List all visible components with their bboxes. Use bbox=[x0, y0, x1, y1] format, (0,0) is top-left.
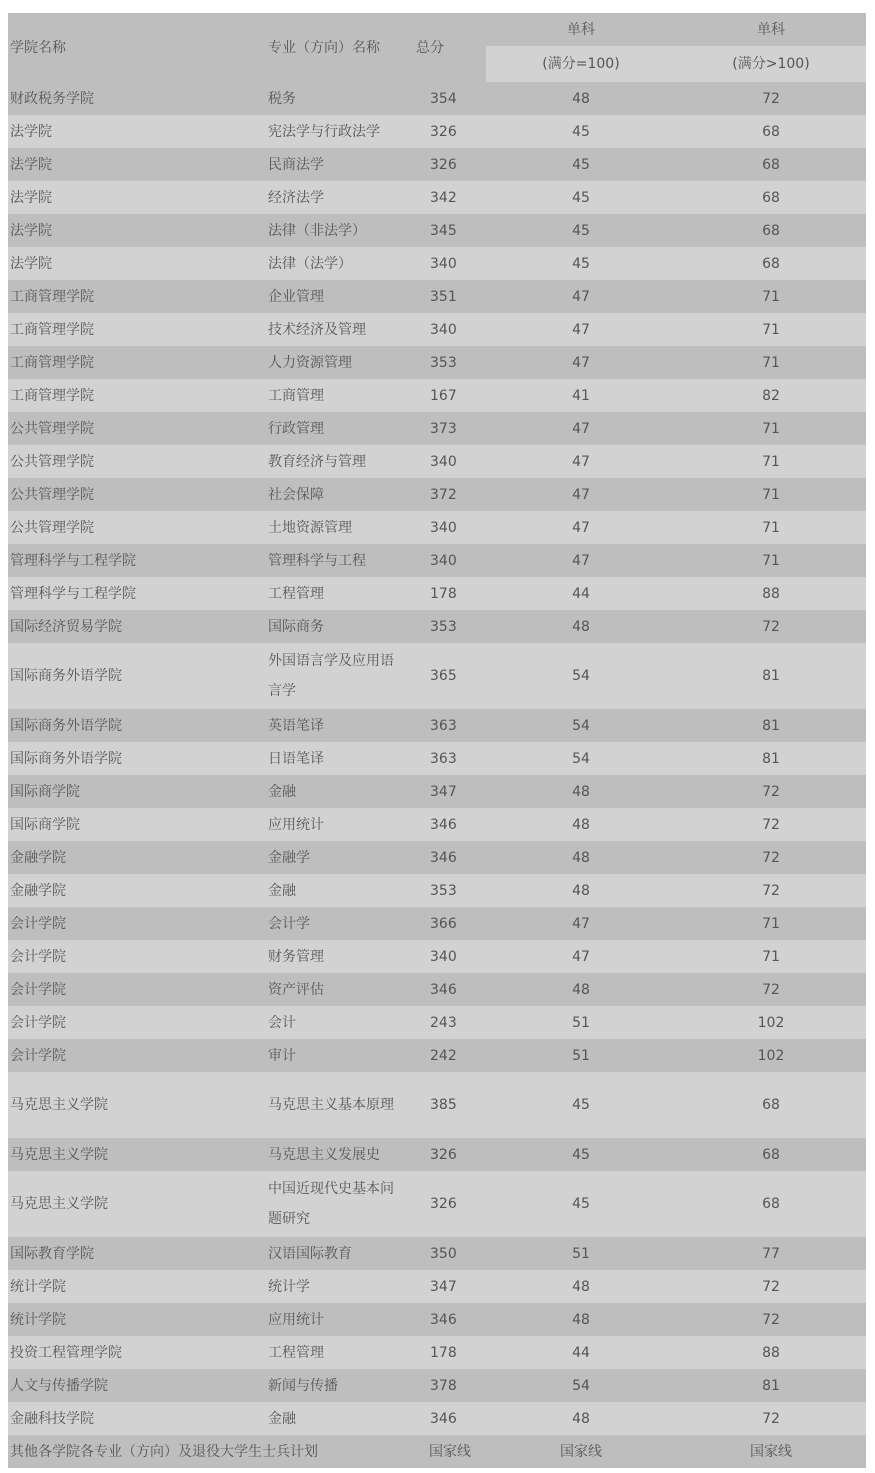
cell-total: 363 bbox=[414, 742, 486, 775]
table-row bbox=[8, 577, 866, 610]
cell-college: 公共管理学院 bbox=[8, 445, 266, 478]
cell-major: 金融 bbox=[266, 874, 414, 907]
cell-college: 统计学院 bbox=[8, 1303, 266, 1336]
cell-total: 347 bbox=[414, 1270, 486, 1303]
cell-single2: 68 bbox=[676, 214, 866, 247]
cell-single2: 72 bbox=[676, 82, 866, 115]
cell-college: 马克思主义学院 bbox=[8, 1072, 266, 1138]
cell-single1: 47 bbox=[486, 346, 676, 379]
cell-college: 会计学院 bbox=[8, 973, 266, 1006]
cell-single2: 102 bbox=[676, 1006, 866, 1039]
cell-major bbox=[266, 643, 414, 709]
cell-total: 363 bbox=[414, 709, 486, 742]
cell-single1: 51 bbox=[486, 1039, 676, 1072]
cell-major: 民商法学 bbox=[266, 148, 414, 181]
cell-major: 经济法学 bbox=[266, 181, 414, 214]
cell-college: 金融学院 bbox=[8, 841, 266, 874]
cell-total: 354 bbox=[414, 82, 486, 115]
cell-total: 326 bbox=[414, 115, 486, 148]
cell-college: 公共管理学院 bbox=[8, 412, 266, 445]
table-body bbox=[8, 82, 866, 1435]
cell-college: 国际商学院 bbox=[8, 775, 266, 808]
footer-label: 其他各学院各专业（方向）及退役大学生士兵计划 bbox=[8, 1435, 414, 1468]
cell-single2: 102 bbox=[676, 1039, 866, 1072]
cell-total: 346 bbox=[414, 808, 486, 841]
cell-single1: 48 bbox=[486, 808, 676, 841]
cell-single2: 81 bbox=[676, 643, 866, 709]
cell-total: 353 bbox=[414, 874, 486, 907]
cell-single1: 51 bbox=[486, 1237, 676, 1270]
cell-major: 统计学 bbox=[266, 1270, 414, 1303]
table-row bbox=[8, 1072, 866, 1138]
cell-total: 178 bbox=[414, 1336, 486, 1369]
cell-single2: 72 bbox=[676, 808, 866, 841]
cell-single1: 47 bbox=[486, 544, 676, 577]
cell-college: 国际商学院 bbox=[8, 808, 266, 841]
cell-total: 243 bbox=[414, 1006, 486, 1039]
cell-single2: 77 bbox=[676, 1237, 866, 1270]
table-row bbox=[8, 445, 866, 478]
cell-major: 新闻与传播 bbox=[266, 1369, 414, 1402]
cell-single2: 81 bbox=[676, 709, 866, 742]
cell-single1: 45 bbox=[486, 1138, 676, 1171]
cell-major-text: 外国语言学及应用语言学 bbox=[268, 653, 394, 699]
table-row bbox=[8, 181, 866, 214]
cell-total: 347 bbox=[414, 775, 486, 808]
cell-college: 工商管理学院 bbox=[8, 346, 266, 379]
header-single2: 单科 bbox=[676, 13, 866, 46]
cell-major: 法律（非法学） bbox=[266, 214, 414, 247]
cell-total: 340 bbox=[414, 511, 486, 544]
footer-single1: 国家线 bbox=[486, 1435, 676, 1468]
cell-major: 法律（法学） bbox=[266, 247, 414, 280]
cell-single1: 45 bbox=[486, 1072, 676, 1138]
cell-major: 日语笔译 bbox=[266, 742, 414, 775]
cell-single1: 48 bbox=[486, 82, 676, 115]
cell-total: 326 bbox=[414, 1171, 486, 1237]
table-row bbox=[8, 610, 866, 643]
table-row bbox=[8, 1270, 866, 1303]
cell-single2: 72 bbox=[676, 874, 866, 907]
table-row bbox=[8, 412, 866, 445]
cell-single1: 47 bbox=[486, 280, 676, 313]
cell-single2: 82 bbox=[676, 379, 866, 412]
cell-college: 金融学院 bbox=[8, 874, 266, 907]
cell-college: 会计学院 bbox=[8, 1039, 266, 1072]
cell-total: 385 bbox=[414, 1072, 486, 1138]
cell-college: 投资工程管理学院 bbox=[8, 1336, 266, 1369]
cell-total: 342 bbox=[414, 181, 486, 214]
table-row bbox=[8, 874, 866, 907]
cell-total: 346 bbox=[414, 973, 486, 1006]
cell-total: 373 bbox=[414, 412, 486, 445]
table-row bbox=[8, 808, 866, 841]
table-row bbox=[8, 478, 866, 511]
cell-college: 管理科学与工程学院 bbox=[8, 577, 266, 610]
cell-single2: 71 bbox=[676, 511, 866, 544]
cell-major: 工程管理 bbox=[266, 1336, 414, 1369]
cell-single2: 81 bbox=[676, 1369, 866, 1402]
cell-major: 审计 bbox=[266, 1039, 414, 1072]
cell-single1: 48 bbox=[486, 1270, 676, 1303]
cell-single2: 72 bbox=[676, 1402, 866, 1435]
cell-college: 会计学院 bbox=[8, 907, 266, 940]
table-row bbox=[8, 1237, 866, 1270]
cell-total: 340 bbox=[414, 544, 486, 577]
cell-major bbox=[266, 1072, 414, 1138]
cell-single1: 45 bbox=[486, 1171, 676, 1237]
cell-total: 365 bbox=[414, 643, 486, 709]
cell-college: 工商管理学院 bbox=[8, 379, 266, 412]
cell-college: 法学院 bbox=[8, 247, 266, 280]
cell-college: 法学院 bbox=[8, 115, 266, 148]
cell-total: 340 bbox=[414, 313, 486, 346]
header-major: 专业（方向）名称 bbox=[266, 13, 414, 82]
cell-single1: 48 bbox=[486, 874, 676, 907]
cell-college: 马克思主义学院 bbox=[8, 1138, 266, 1171]
cell-single2: 68 bbox=[676, 1072, 866, 1138]
cell-single1: 47 bbox=[486, 940, 676, 973]
cell-total: 346 bbox=[414, 1303, 486, 1336]
table-row bbox=[8, 280, 866, 313]
cell-single1: 48 bbox=[486, 1402, 676, 1435]
cell-single1: 45 bbox=[486, 115, 676, 148]
cell-total: 326 bbox=[414, 1138, 486, 1171]
cell-total: 350 bbox=[414, 1237, 486, 1270]
cell-single2: 71 bbox=[676, 445, 866, 478]
cell-single1: 45 bbox=[486, 247, 676, 280]
cell-single1: 47 bbox=[486, 313, 676, 346]
cell-total: 353 bbox=[414, 610, 486, 643]
cell-total: 351 bbox=[414, 280, 486, 313]
table-row bbox=[8, 1039, 866, 1072]
cell-major-text: 马克思主义基本原理 bbox=[268, 1097, 394, 1113]
table-row bbox=[8, 1171, 866, 1237]
table-row bbox=[8, 82, 866, 115]
cell-single2: 72 bbox=[676, 1303, 866, 1336]
cell-single1: 47 bbox=[486, 511, 676, 544]
cell-college: 法学院 bbox=[8, 214, 266, 247]
cell-college: 统计学院 bbox=[8, 1270, 266, 1303]
cell-college: 公共管理学院 bbox=[8, 478, 266, 511]
table-row bbox=[8, 115, 866, 148]
cell-college: 法学院 bbox=[8, 181, 266, 214]
cell-major bbox=[266, 1171, 414, 1237]
cell-college: 工商管理学院 bbox=[8, 313, 266, 346]
cell-single2: 88 bbox=[676, 577, 866, 610]
table-row bbox=[8, 1006, 866, 1039]
cell-major: 会计 bbox=[266, 1006, 414, 1039]
header-single2-sub: (满分>100) bbox=[676, 46, 866, 82]
table-row bbox=[8, 1369, 866, 1402]
cell-single1: 44 bbox=[486, 1336, 676, 1369]
header-single1: 单科 bbox=[486, 13, 676, 46]
cell-major: 马克思主义发展史 bbox=[266, 1138, 414, 1171]
table-row bbox=[8, 1336, 866, 1369]
table-row bbox=[8, 214, 866, 247]
table-row bbox=[8, 1402, 866, 1435]
cell-college: 公共管理学院 bbox=[8, 511, 266, 544]
cell-major: 金融学 bbox=[266, 841, 414, 874]
cell-major: 管理科学与工程 bbox=[266, 544, 414, 577]
table-row bbox=[8, 511, 866, 544]
cell-single2: 81 bbox=[676, 742, 866, 775]
table-row bbox=[8, 1138, 866, 1171]
table-row bbox=[8, 709, 866, 742]
footer-single2: 国家线 bbox=[676, 1435, 866, 1468]
cell-major: 汉语国际教育 bbox=[266, 1237, 414, 1270]
cell-single1: 45 bbox=[486, 148, 676, 181]
cell-single1: 48 bbox=[486, 775, 676, 808]
cell-single1: 45 bbox=[486, 214, 676, 247]
cell-single1: 51 bbox=[486, 1006, 676, 1039]
header-total: 总分 bbox=[414, 13, 486, 82]
cell-major-text: 中国近现代史基本问题研究 bbox=[268, 1181, 394, 1227]
table-row bbox=[8, 940, 866, 973]
cell-total: 340 bbox=[414, 247, 486, 280]
cell-single2: 72 bbox=[676, 973, 866, 1006]
cell-college: 工商管理学院 bbox=[8, 280, 266, 313]
table-row bbox=[8, 148, 866, 181]
cell-total: 378 bbox=[414, 1369, 486, 1402]
cell-major: 国际商务 bbox=[266, 610, 414, 643]
cell-college: 国际商务外语学院 bbox=[8, 709, 266, 742]
cell-total: 242 bbox=[414, 1039, 486, 1072]
cell-single2: 88 bbox=[676, 1336, 866, 1369]
table-row bbox=[8, 1303, 866, 1336]
cell-single1: 47 bbox=[486, 478, 676, 511]
cell-major: 资产评估 bbox=[266, 973, 414, 1006]
table-row bbox=[8, 841, 866, 874]
cell-college: 会计学院 bbox=[8, 940, 266, 973]
cell-single2: 68 bbox=[676, 1171, 866, 1237]
cell-single1: 54 bbox=[486, 742, 676, 775]
cell-college: 管理科学与工程学院 bbox=[8, 544, 266, 577]
cell-major: 金融 bbox=[266, 775, 414, 808]
cell-college: 马克思主义学院 bbox=[8, 1171, 266, 1237]
cell-single1: 54 bbox=[486, 1369, 676, 1402]
cell-single1: 48 bbox=[486, 610, 676, 643]
cell-major: 税务 bbox=[266, 82, 414, 115]
cell-single1: 47 bbox=[486, 412, 676, 445]
cell-single2: 68 bbox=[676, 148, 866, 181]
cell-major: 宪法学与行政法学 bbox=[266, 115, 414, 148]
cell-total: 326 bbox=[414, 148, 486, 181]
cell-single2: 68 bbox=[676, 115, 866, 148]
cell-major: 应用统计 bbox=[266, 1303, 414, 1336]
cell-single1: 47 bbox=[486, 445, 676, 478]
cell-single2: 71 bbox=[676, 544, 866, 577]
header-single1-sub: (满分=100) bbox=[486, 46, 676, 82]
cell-single2: 68 bbox=[676, 181, 866, 214]
cell-major: 工商管理 bbox=[266, 379, 414, 412]
footer-total: 国家线 bbox=[414, 1435, 486, 1468]
cell-single2: 71 bbox=[676, 907, 866, 940]
cell-major: 财务管理 bbox=[266, 940, 414, 973]
cell-college: 国际经济贸易学院 bbox=[8, 610, 266, 643]
cell-single1: 54 bbox=[486, 643, 676, 709]
cell-single2: 71 bbox=[676, 346, 866, 379]
cell-single2: 71 bbox=[676, 478, 866, 511]
cell-college: 国际教育学院 bbox=[8, 1237, 266, 1270]
cell-major: 技术经济及管理 bbox=[266, 313, 414, 346]
cell-total: 366 bbox=[414, 907, 486, 940]
cell-single1: 41 bbox=[486, 379, 676, 412]
cell-single2: 72 bbox=[676, 775, 866, 808]
cell-major: 教育经济与管理 bbox=[266, 445, 414, 478]
cell-single1: 48 bbox=[486, 1303, 676, 1336]
cell-single2: 72 bbox=[676, 1270, 866, 1303]
cell-major: 工程管理 bbox=[266, 577, 414, 610]
cell-major: 企业管理 bbox=[266, 280, 414, 313]
score-table bbox=[8, 13, 866, 1468]
cell-total: 178 bbox=[414, 577, 486, 610]
cell-college: 法学院 bbox=[8, 148, 266, 181]
cell-single2: 71 bbox=[676, 280, 866, 313]
cell-total: 340 bbox=[414, 940, 486, 973]
cell-college: 人文与传播学院 bbox=[8, 1369, 266, 1402]
footer-row bbox=[8, 1435, 866, 1468]
cell-total: 345 bbox=[414, 214, 486, 247]
cell-single2: 71 bbox=[676, 412, 866, 445]
table-row bbox=[8, 247, 866, 280]
cell-total: 340 bbox=[414, 445, 486, 478]
table-row bbox=[8, 313, 866, 346]
table-row bbox=[8, 544, 866, 577]
cell-total: 353 bbox=[414, 346, 486, 379]
cell-total: 346 bbox=[414, 1402, 486, 1435]
cell-college: 国际商务外语学院 bbox=[8, 742, 266, 775]
table-row bbox=[8, 907, 866, 940]
cell-total: 372 bbox=[414, 478, 486, 511]
cell-college: 金融科技学院 bbox=[8, 1402, 266, 1435]
cell-single1: 48 bbox=[486, 973, 676, 1006]
cell-single1: 45 bbox=[486, 181, 676, 214]
cell-single1: 44 bbox=[486, 577, 676, 610]
cell-major: 行政管理 bbox=[266, 412, 414, 445]
cell-major: 土地资源管理 bbox=[266, 511, 414, 544]
cell-major: 英语笔译 bbox=[266, 709, 414, 742]
cell-single2: 68 bbox=[676, 1138, 866, 1171]
table-row bbox=[8, 973, 866, 1006]
cell-college: 国际商务外语学院 bbox=[8, 643, 266, 709]
cell-single2: 68 bbox=[676, 247, 866, 280]
cell-single2: 72 bbox=[676, 841, 866, 874]
cell-major: 应用统计 bbox=[266, 808, 414, 841]
table-row bbox=[8, 643, 866, 709]
table-row bbox=[8, 775, 866, 808]
cell-major: 社会保障 bbox=[266, 478, 414, 511]
cell-total: 167 bbox=[414, 379, 486, 412]
cell-single2: 71 bbox=[676, 940, 866, 973]
table-header bbox=[8, 13, 866, 82]
table-row bbox=[8, 379, 866, 412]
cell-single2: 72 bbox=[676, 610, 866, 643]
cell-major: 人力资源管理 bbox=[266, 346, 414, 379]
header-college: 学院名称 bbox=[8, 13, 266, 82]
cell-college: 财政税务学院 bbox=[8, 82, 266, 115]
cell-major: 会计学 bbox=[266, 907, 414, 940]
cell-single2: 71 bbox=[676, 313, 866, 346]
cell-major: 金融 bbox=[266, 1402, 414, 1435]
cell-single1: 54 bbox=[486, 709, 676, 742]
table-row bbox=[8, 742, 866, 775]
cell-single1: 47 bbox=[486, 907, 676, 940]
cell-single1: 48 bbox=[486, 841, 676, 874]
table-row bbox=[8, 346, 866, 379]
cell-college: 会计学院 bbox=[8, 1006, 266, 1039]
cell-total: 346 bbox=[414, 841, 486, 874]
